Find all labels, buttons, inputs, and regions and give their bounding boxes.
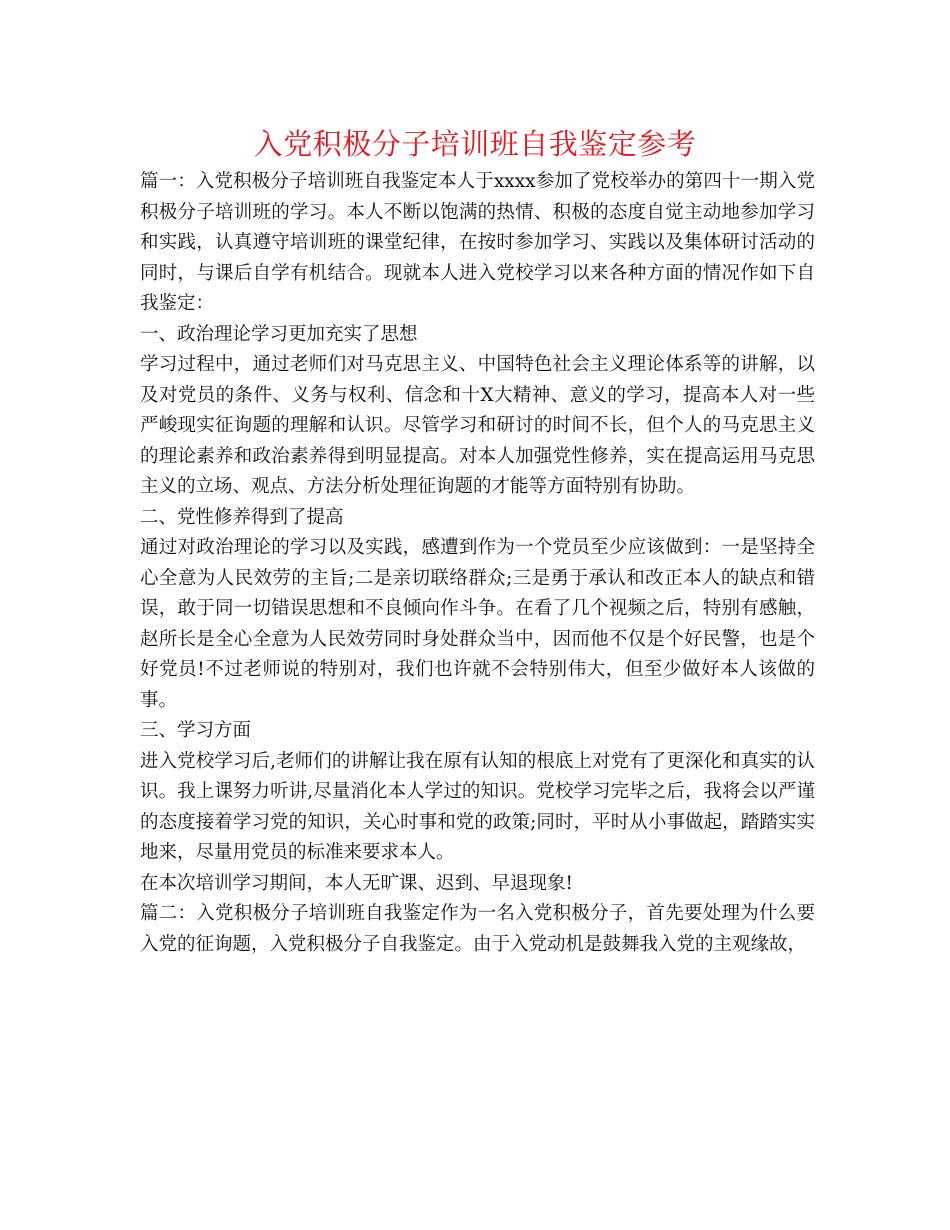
paragraph-intro: 篇一：入党积极分子培训班自我鉴定本人于xxxx参加了党校举办的第四十一期入党积极分子培训班的学习。本人不断以饱满的热情、积极的态度自觉主动地参加学习和实践，认真遵守培训班的课堂纪律，在按时参加学习、实践以及集体研讨活动的同时，与课后自学有机结合。现就本人进入党校学习以来各种方面的情况作如下自我鉴定： xyxy=(140,171,815,314)
section-heading-party-spirit: 二、党性修养得到了提高 xyxy=(140,506,344,528)
paragraph-party-spirit: 通过对政治理论的学习以及实践，感遭到作为一个党员至少应该做到：一是坚持全心全意为人民效劳的主旨;二是亲切联络群众;三是勇于承认和改正本人的缺点和错误，敢于同一切错误思想和不良倾向作斗争。在看了几个视频之后，特别有感触，赵所长是全心全意为人民效劳同时身处群众当中，因而他不仅是个好民警，也是个好党员!不过老师说的特别对，我们也许就不会特别伟大，但至少做好本人该做的事。 xyxy=(140,537,816,711)
section-heading-study: 三、学习方面 xyxy=(140,720,252,741)
section-heading-politics: 一、政治理论学习更加充实了思想 xyxy=(140,323,418,345)
paragraph-attendance: 在本次培训学习期间，本人无旷课、迟到、早退现象! xyxy=(140,872,573,894)
document-title: 入党积极分子培训班自我鉴定参考 xyxy=(253,127,697,161)
paragraph-part-two: 篇二：入党积极分子培训班自我鉴定作为一名入党积极分子，首先要处理为什么要入党的征询题，入党积极分子自我鉴定。由于入党动机是鼓舞我入党的主观缘故， xyxy=(140,903,815,955)
paragraph-politics: 学习过程中，通过老师们对马克思主义、中国特色社会主义理论体系等的讲解，以及对党员的条件、义务与权利、信念和十X大精神、意义的学习，提高本人对一些严峻现实征询题的理解和认识。尽管学习和研讨的时间不长，但个人的马克思主义的理论素养和政治素养得到明显提高。对本人加强党性修养，实在提高运用马克思主义的立场、观点、方法分析处理征询题的才能等方面特别有协助。 xyxy=(140,354,815,497)
paragraph-study: 进入党校学习后,老师们的讲解让我在原有认知的根底上对党有了更深化和真实的认识。我上课努力听讲,尽量消化本人学过的知识。党校学习完毕之后，我将会以严谨的态度接着学习党的知识，关心时事和党的政策;同时，平时从小事做起，踏踏实实地来，尽量用党员的标准来要求本人。 xyxy=(140,750,815,863)
document-body xyxy=(140,167,815,960)
